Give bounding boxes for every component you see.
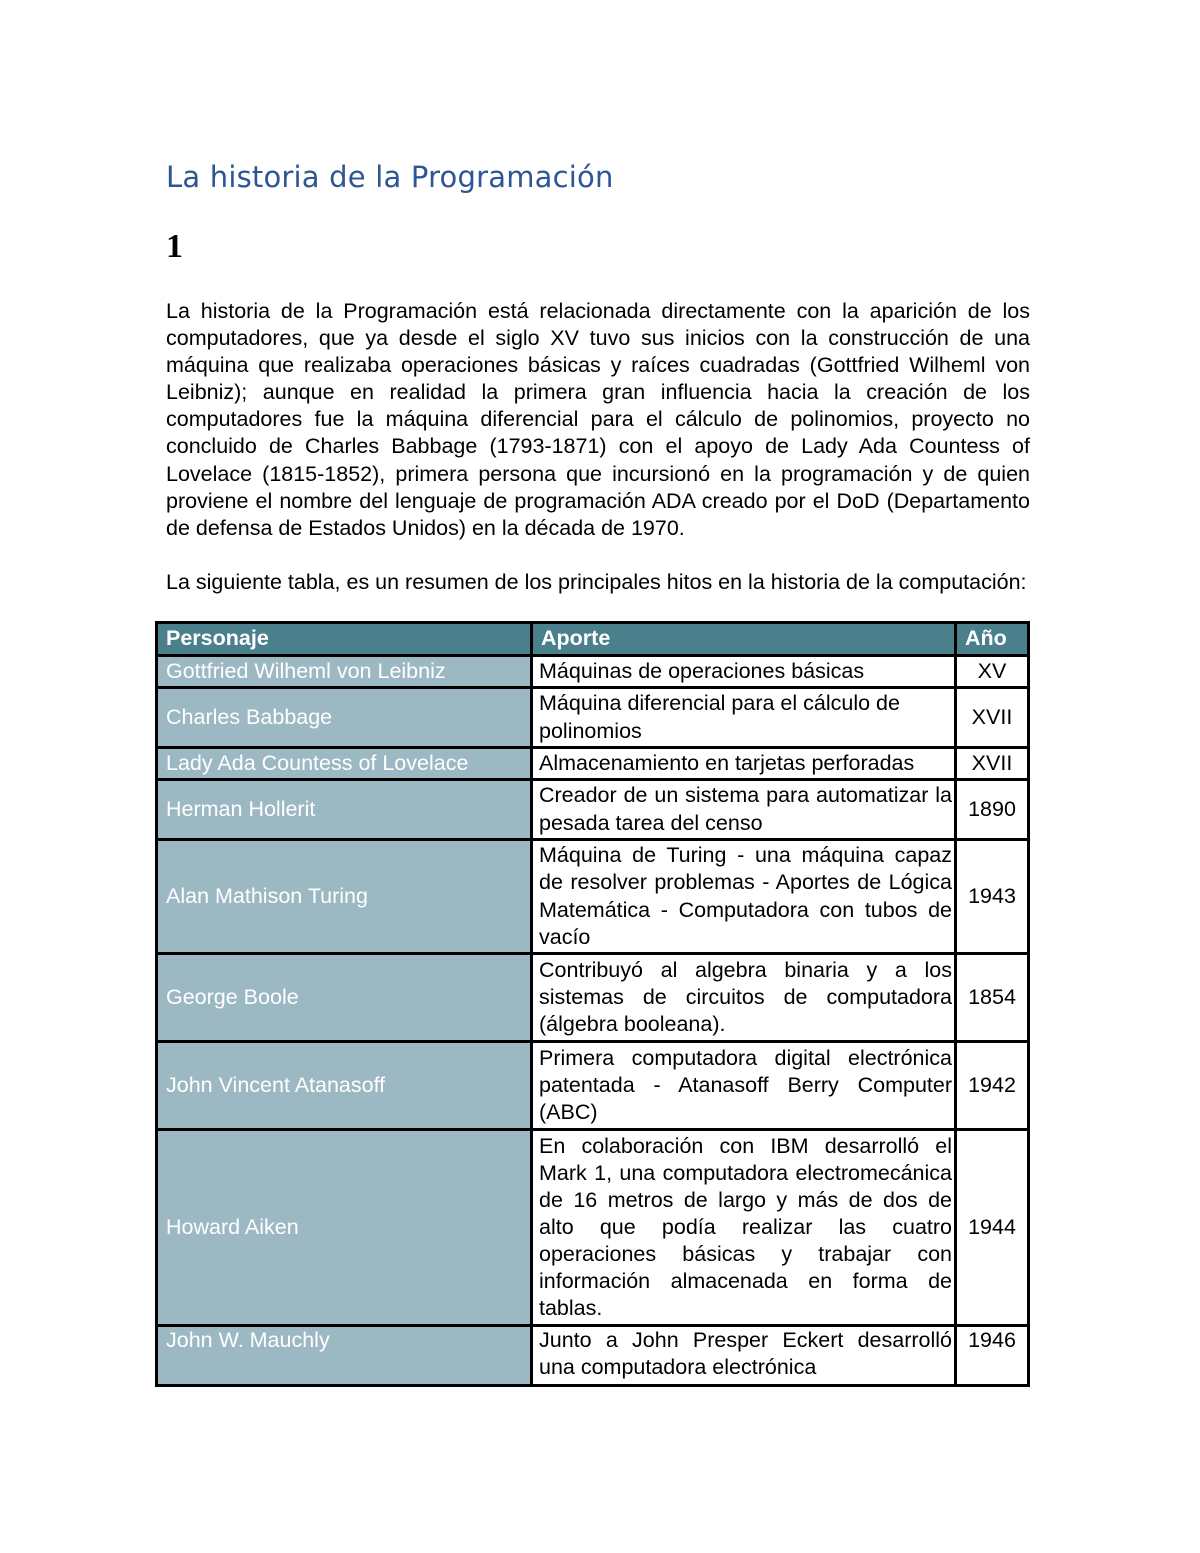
cell-aporte: Primera computadora digital electrónica patentada - Atanasoff Berry Computer (ABC) [532,1042,956,1130]
cell-personaje: Herman Hollerit [157,780,532,840]
cell-aporte: Máquina de Turing - una máquina capaz de resolver problemas - Aportes de Lógica Matemática - Computadora con tubos de vacío [532,840,956,954]
cell-personaje: Alan Mathison Turing [157,840,532,954]
table-row [157,748,1029,780]
cell-personaje: John Vincent Atanasoff [157,1042,532,1130]
cell-anio: 1890 [956,780,1029,840]
page-title: La historia de la Programación [166,160,614,194]
table-row [157,1326,1029,1386]
column-header-anio: Año [956,623,1029,656]
cell-aporte: Almacenamiento en tarjetas perforadas [532,748,956,780]
intro-paragraph: La historia de la Programación está relacionada directamente con la aparición de los computadores, que ya desde el siglo XV tuvo sus inicios con la construcción de una máquina que realizaba operaciones básicas y raíces cuadradas (Gottfried Wilheml von Leibniz); aunque en realidad la primera gran influencia hacia la creación de los computadores fue la máquina diferencial para el cálculo de polinomios, proyecto no concluido de Charles Babbage (1793-1871) con el apoyo de Lady Ada Countess of Lovelace (1815-1852), primera persona que incursionó en la programación y de quien proviene el nombre del lenguaje de programación ADA creado por el DoD (Departamento de defensa de Estados Unidos) en la década de 1970. [166,299,1030,540]
table-row [157,780,1029,840]
cell-aporte: Creador de un sistema para automatizar la pesada tarea del censo [532,780,956,840]
cell-anio: 1854 [956,954,1029,1042]
table-row [157,656,1029,688]
cell-anio: 1942 [956,1042,1029,1130]
cell-anio: 1946 [956,1326,1029,1386]
cell-aporte: En colaboración con IBM desarrolló el Mark 1, una computadora electromecánica de 16 metros de largo y más de dos de alto que podía realizar las cuatro operaciones básicas y trabajar con información almacenada en forma de tablas. [532,1130,956,1326]
cell-anio: XVII [956,688,1029,748]
column-header-aporte: Aporte [532,623,956,656]
cell-personaje: George Boole [157,954,532,1042]
table-row [157,840,1029,954]
cell-anio: XV [956,656,1029,688]
table-header-row [157,623,1029,656]
cell-anio: XVII [956,748,1029,780]
cell-personaje: Charles Babbage [157,688,532,748]
milestones-table [155,621,1030,1387]
cell-personaje: Lady Ada Countess of Lovelace [157,748,532,780]
column-header-personaje: Personaje [157,623,532,656]
table-intro-paragraph: La siguiente tabla, es un resumen de los principales hitos en la historia de la computación: [166,570,1027,594]
table-row [157,954,1029,1042]
cell-aporte: Máquinas de operaciones básicas [532,656,956,688]
cell-anio: 1944 [956,1130,1029,1326]
cell-personaje: Howard Aiken [157,1130,532,1326]
section-number: 1 [166,228,183,265]
table-row [157,1130,1029,1326]
cell-personaje: Gottfried Wilheml von Leibniz [157,656,532,688]
table-row [157,688,1029,748]
cell-personaje: John W. Mauchly [157,1326,532,1386]
cell-aporte: Máquina diferencial para el cálculo de polinomios [532,688,956,748]
cell-aporte: Contribuyó al algebra binaria y a los sistemas de circuitos de computadora (álgebra booleana). [532,954,956,1042]
cell-anio: 1943 [956,840,1029,954]
table-row [157,1042,1029,1130]
cell-aporte: Junto a John Presper Eckert desarrolló una computadora electrónica [532,1326,956,1386]
